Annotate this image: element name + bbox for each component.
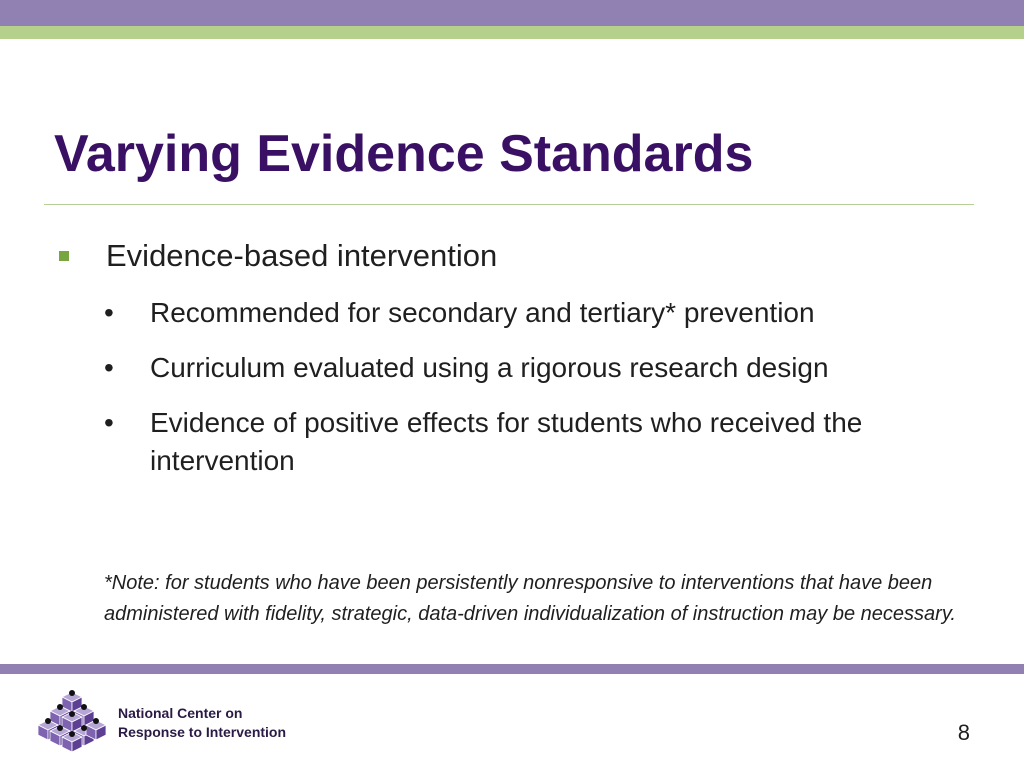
- top-purple-band: [0, 0, 1024, 26]
- sub-bullet-item: [104, 294, 964, 332]
- round-bullet-icon: •: [104, 352, 114, 383]
- sub-bullet-text: Curriculum evaluated using a rigorous research design: [150, 352, 829, 383]
- title-divider: [44, 204, 974, 205]
- slide-title: Varying Evidence Standards: [54, 125, 754, 183]
- main-bullet-text: Evidence-based intervention: [106, 238, 498, 273]
- page-number: 8: [957, 720, 970, 745]
- stacked-cubes-logo-icon: [38, 690, 106, 754]
- sub-bullet-list: [104, 294, 964, 497]
- org-name-line-1: National Center on: [118, 705, 243, 721]
- organization-name: [118, 704, 286, 742]
- sub-bullet-text: Recommended for secondary and tertiary* prevention: [150, 297, 815, 328]
- org-name-line-2: Response to Intervention: [118, 724, 287, 740]
- round-bullet-icon: •: [104, 407, 114, 438]
- round-bullet-icon: •: [104, 297, 114, 328]
- top-green-band: [0, 26, 1024, 39]
- square-bullet-icon: [59, 251, 69, 261]
- sub-bullet-text: Evidence of positive effects for students who received the intervention: [150, 407, 863, 476]
- sub-bullet-item: [104, 404, 964, 480]
- sub-bullet-item: [104, 349, 964, 387]
- bottom-purple-band: [0, 664, 1024, 674]
- footnote: *Note: for students who have been persistently nonresponsive to interventions that have been administered with fidelity, strategic, data-driven individualization of instruction may be necessary.: [104, 572, 956, 625]
